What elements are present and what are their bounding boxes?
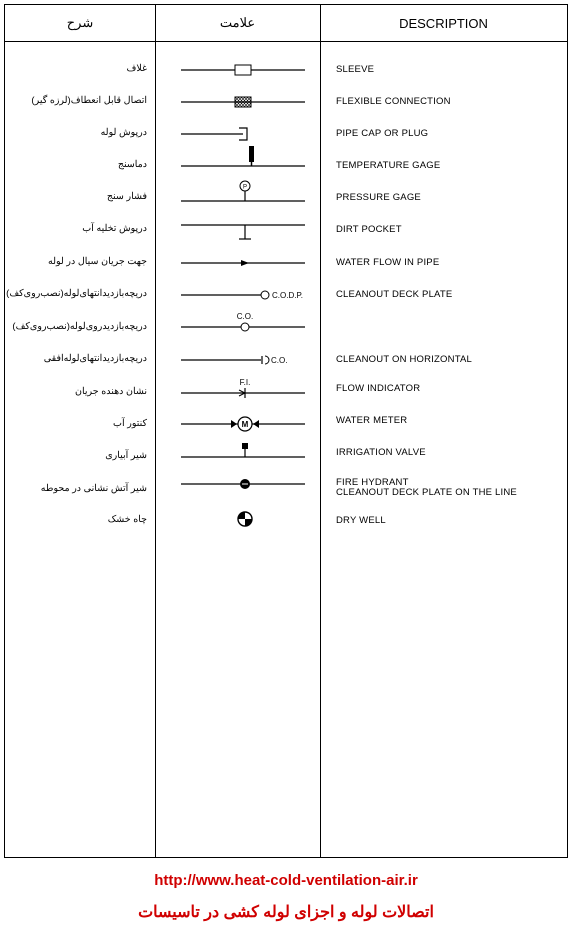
footer-title: اتصالات لوله و اجزای لوله کشی در تاسیسات (138, 904, 434, 921)
row-persian-label: دریچه‌بازدیدانتهای‌لوله(نصب‌روی‌کف) (6, 288, 147, 299)
flow-arrow-icon (165, 251, 325, 275)
header-description: DESCRIPTION (399, 15, 488, 31)
row-description: FIRE HYDRANT CLEANOUT DECK PLATE ON THE LINE (336, 477, 517, 498)
cleanout-deck-plate-label: C.O.D.P. (272, 291, 303, 300)
row-description: DIRT POCKET (336, 224, 402, 235)
header-divider (5, 41, 567, 42)
cleanout-horizontal-label: C.O. (271, 356, 288, 365)
row-description: DRY WELL (336, 515, 386, 526)
dry-well-icon (165, 507, 325, 531)
row-persian-label: شیر آبیاری (105, 450, 147, 461)
water-meter-icon (165, 412, 325, 436)
row-persian-label: کنتور آب (113, 418, 147, 429)
row-description: WATER FLOW IN PIPE (336, 257, 440, 268)
flow-indicator-label: F.I. (239, 378, 251, 387)
row-persian-label: چاه خشک (107, 514, 147, 525)
row-persian-label: شیر آتش نشانی در محوطه (40, 483, 147, 494)
row-persian-label: درپوش لوله (100, 127, 147, 138)
row-description: IRRIGATION VALVE (336, 447, 426, 458)
row-description: SLEEVE (336, 64, 375, 75)
row-persian-label: درپوش تخلیه آب (82, 223, 147, 234)
sleeve-icon (165, 58, 325, 82)
row-description: FLEXIBLE CONNECTION (336, 96, 451, 107)
row-persian-label: اتصال قابل انعطاف(لرزه گیر) (31, 95, 147, 106)
row-persian-label: دریچه‌بازدیدروی‌لوله(نصب‌روی‌کف) (12, 321, 147, 332)
row-persian-label: جهت جریان سیال در لوله (48, 256, 147, 267)
cleanout-deck-plate-icon (165, 283, 325, 307)
row-persian-label: غلاف (126, 63, 147, 74)
dirt-pocket-icon (165, 215, 325, 239)
header-sharh: شرح (66, 15, 94, 30)
row-description: WATER METER (336, 415, 408, 426)
header-alamat: علامت (219, 15, 256, 30)
row-persian-label: فشار سنج (106, 191, 147, 202)
svg-text:P: P (242, 184, 248, 191)
flexible-connection-icon (165, 90, 325, 114)
pipe-cap-icon (165, 122, 325, 146)
water-meter-label: M (241, 420, 249, 429)
row-persian-label: دریچه‌بازدیدانتهای‌لوله‌افقی (43, 353, 147, 364)
flow-indicator-icon (165, 378, 325, 402)
irrigation-valve-icon (165, 441, 325, 465)
row-description: CLEANOUT DECK PLATE (336, 289, 453, 300)
row-description: PRESSURE GAGE (336, 192, 421, 203)
row-description: PIPE CAP OR PLUG (336, 128, 429, 139)
thermometer-icon (165, 152, 325, 176)
row-description: FLOW INDICATOR (336, 383, 421, 394)
row-description: TEMPERATURE GAGE (336, 160, 441, 171)
cleanout-on-line-icon (165, 313, 325, 337)
row-description: CLEANOUT ON HORIZONTAL (336, 354, 473, 365)
pressure-gage-icon (165, 185, 325, 209)
symbol-table (4, 4, 568, 858)
cleanout-horizontal-icon (165, 348, 325, 372)
cleanout-on-line-label: C.O. (236, 312, 254, 321)
row-persian-label: دماسنج (117, 159, 147, 170)
column-divider (155, 5, 156, 857)
fire-hydrant-icon (165, 472, 325, 496)
row-persian-label: نشان دهنده جریان (75, 386, 147, 397)
footer-url[interactable]: http://www.heat-cold-ventilation-air.ir (154, 872, 418, 889)
